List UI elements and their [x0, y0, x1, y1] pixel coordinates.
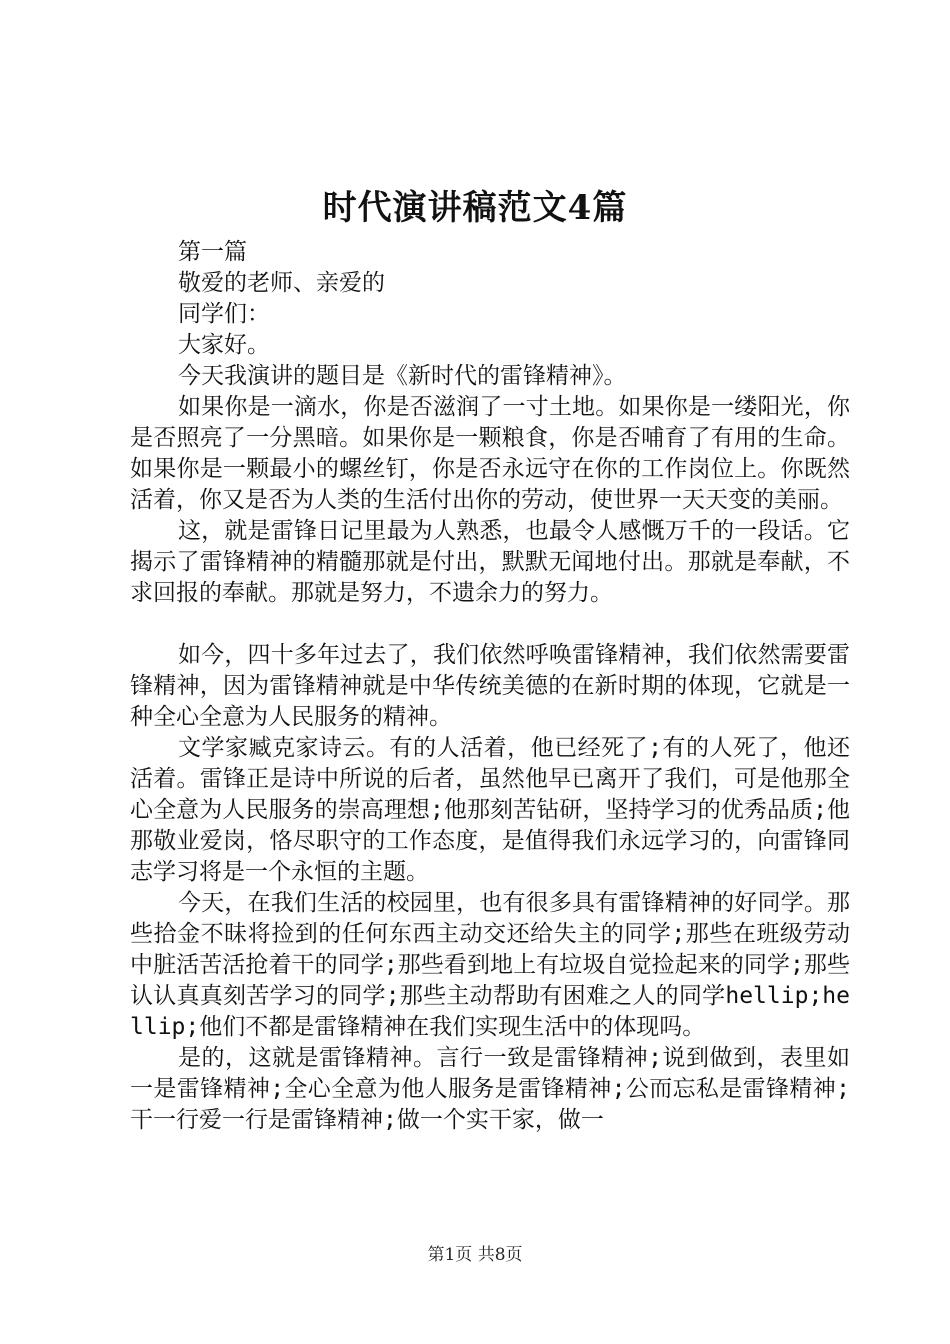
paragraph-body: 是的，这就是雷锋精神。言行一致是雷锋精神;说到做到，表里如一是雷锋精神;全心全意为他人服务是雷锋精神;公而忘私是雷锋精神;干一行爱一行是雷锋精神;做一个实干家，做一 — [130, 1045, 850, 1133]
paragraph-salutation-cont: 同学们： — [178, 301, 270, 327]
paragraph-body: 如今，四十多年过去了，我们依然呼唤雷锋精神，我们依然需要雷锋精神，因为雷锋精神就是中华传统美德的在新时期的体现，它就是一种全心全意为人民服务的精神。 — [130, 642, 850, 730]
paragraph-topic: 今天我演讲的题目是《新时代的雷锋精神》。 — [178, 363, 627, 389]
document-title: 时代演讲稿范文4篇 — [322, 188, 628, 228]
paragraph-body: 这，就是雷锋日记里最为人熟悉，也最令人感慨万千的一段话。它揭示了雷锋精神的精髓那就是付出，默默无闻地付出。那就是奉献，不求回报的奉献。那就是努力，不遗余力的努力。 — [130, 518, 850, 606]
document-body — [130, 237, 850, 1136]
paragraph-body: 今天，在我们生活的校园里，也有很多具有雷锋精神的好同学。那些拾金不昧将捡到的任何东西主动交还给失主的同学;那些在班级劳动中脏活苦活抢着干的同学;那些看到地上有垃圾自觉捡起来的同学;那些认认真真刻苦学习的同学;那些主动帮助有困难之人的同学hellip;hellip;他们不都是雷锋精神在我们实现生活中的体现吗。 — [130, 890, 850, 1040]
paragraph-salutation: 敬爱的老师、亲爱的 — [178, 270, 385, 296]
paragraph-body: 如果你是一滴水，你是否滋润了一寸土地。如果你是一缕阳光，你是否照亮了一分黑暗。如果你是一颗粮食，你是否哺育了有用的生命。如果你是一颗最小的螺丝钉，你是否永远守在你的工作岗位上。你既然活着，你又是否为人类的生活付出你的劳动，使世界一天天变的美丽。 — [130, 394, 850, 513]
paragraph-body: 文学家臧克家诗云。有的人活着，他已经死了;有的人死了，他还活着。雷锋正是诗中所说的后者，虽然他早已离开了我们，可是他那全心全意为人民服务的崇高理想;他那刻苦钻研，坚持学习的优秀品质;他那敬业爱岗，恪尽职守的工作态度，是值得我们永远学习的，向雷锋同志学习将是一个永恒的主题。 — [130, 735, 850, 885]
paragraph-section-heading: 第一篇 — [178, 239, 247, 265]
paragraph-greeting: 大家好。 — [178, 332, 270, 358]
page-footer: 第1页 共8页 — [427, 1245, 523, 1265]
